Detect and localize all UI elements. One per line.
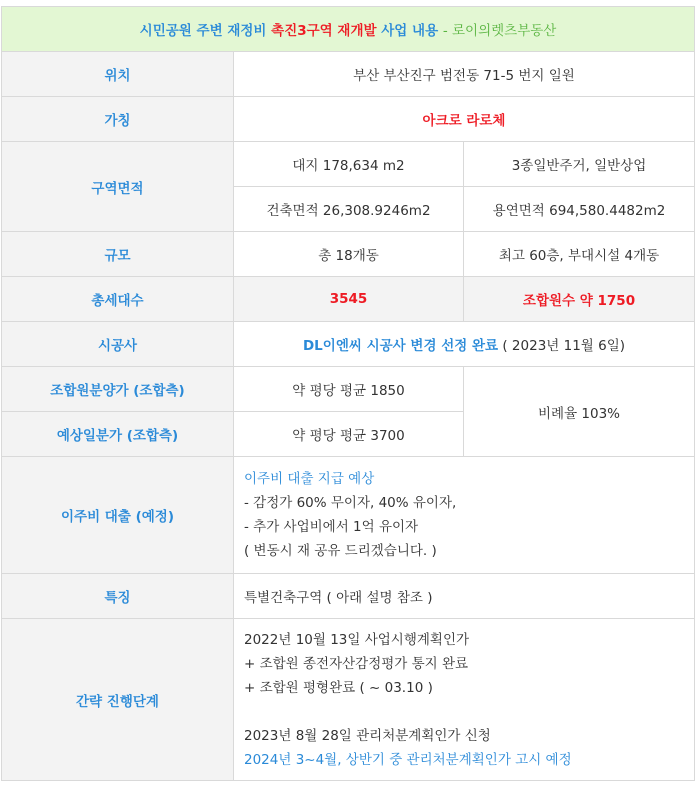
row-name <box>2 97 695 142</box>
progress-line-2: + 조합원 종전자산감정평가 통지 완료 <box>244 655 469 672</box>
value-member-count: 조합원수 약 1750 <box>464 277 695 322</box>
progress-line-5: 2024년 3~4월, 상반기 중 관리처분계획인가 고시 예정 <box>244 751 572 768</box>
row-member-price <box>2 367 695 412</box>
value-name: 아크로 라로체 <box>234 97 695 142</box>
value-progress <box>234 619 695 781</box>
label-feature: 특징 <box>2 574 234 619</box>
builder-date: ( 2023년 11월 6일) <box>502 338 626 354</box>
title-part-source: - 로이의렛츠부동산 <box>442 23 557 39</box>
progress-line-3: + 조합원 평형완료 ( ~ 03.10 ) <box>244 679 433 696</box>
value-zoning: 3종일반주거, 일반상업 <box>464 142 695 187</box>
loan-line-1: 이주비 대출 지급 예상 <box>244 471 375 487</box>
row-scale <box>2 232 695 277</box>
value-general-price: 약 평당 평균 3700 <box>234 412 464 457</box>
project-info-table <box>1 6 695 781</box>
title-part-zone: 촉진3구역 재개발 <box>271 23 377 39</box>
value-loan <box>234 457 695 574</box>
row-area-1 <box>2 142 695 187</box>
builder-name: DL이엔씨 시공사 변경 선정 완료 <box>302 338 499 354</box>
label-name: 가칭 <box>2 97 234 142</box>
label-area: 구역면적 <box>2 142 234 232</box>
title-part-area: 시민공원 주변 재정비 <box>139 23 267 39</box>
progress-line-1: 2022년 10월 13일 사업시행계획인가 <box>244 631 470 648</box>
loan-line-4: ( 변동시 재 공유 드리겠습니다. ) <box>244 543 437 559</box>
value-building-area: 건축면적 26,308.9246m2 <box>234 187 464 232</box>
value-total-households: 3545 <box>234 277 464 322</box>
label-general-price: 예상일분가 (조합측) <box>2 412 234 457</box>
row-feature <box>2 574 695 619</box>
value-location: 부산 부산진구 범전동 71-5 번지 일원 <box>234 52 695 97</box>
value-buildings: 총 18개동 <box>234 232 464 277</box>
loan-line-2: - 감정가 60% 무이자, 40% 유이자, <box>244 495 457 511</box>
value-member-price: 약 평당 평균 1850 <box>234 367 464 412</box>
row-progress <box>2 619 695 781</box>
label-member-price: 조합원분양가 (조합측) <box>2 367 234 412</box>
value-floor-area: 용연면적 694,580.4482m2 <box>464 187 695 232</box>
label-scale: 규모 <box>2 232 234 277</box>
table-header-row <box>2 7 695 52</box>
label-builder: 시공사 <box>2 322 234 367</box>
row-households <box>2 277 695 322</box>
table-title <box>2 7 695 52</box>
row-loan <box>2 457 695 574</box>
value-site-area: 대지 178,634 m2 <box>234 142 464 187</box>
value-builder <box>234 322 695 367</box>
label-households: 총세대수 <box>2 277 234 322</box>
title-part-content: 사업 내용 <box>381 23 439 39</box>
label-location: 위치 <box>2 52 234 97</box>
label-loan: 이주비 대출 (예정) <box>2 457 234 574</box>
progress-line-4: 2023년 8월 28일 관리처분계획인가 신청 <box>244 727 491 744</box>
loan-line-3: - 추가 사업비에서 1억 유이자 <box>244 519 419 535</box>
value-feature: 특별건축구역 ( 아래 설명 참조 ) <box>234 574 695 619</box>
value-floors: 최고 60층, 부대시설 4개동 <box>464 232 695 277</box>
row-location <box>2 52 695 97</box>
value-ratio: 비례율 103% <box>464 367 695 457</box>
label-progress: 간략 진행단계 <box>2 619 234 781</box>
row-builder <box>2 322 695 367</box>
progress-spacer <box>244 700 686 724</box>
